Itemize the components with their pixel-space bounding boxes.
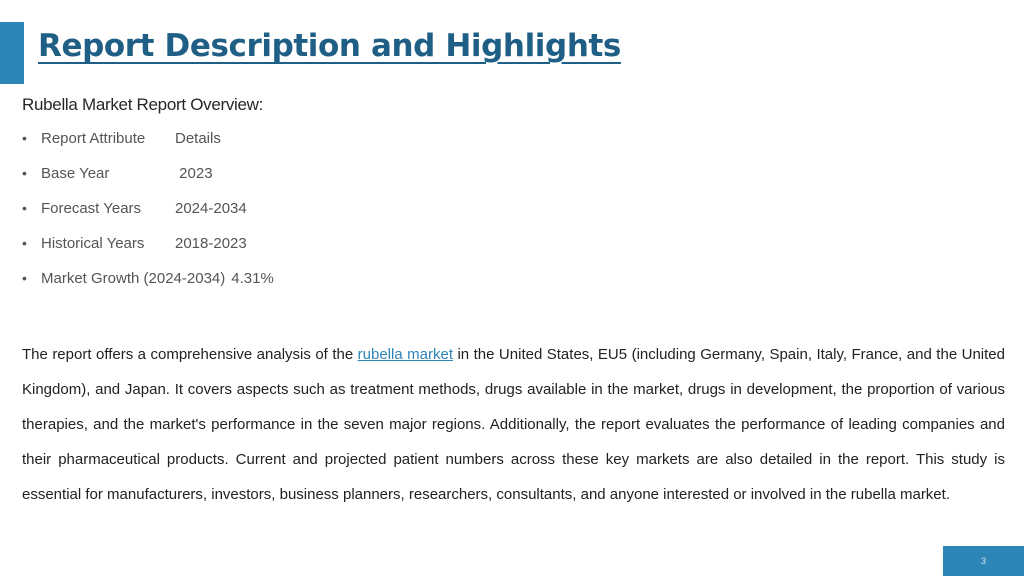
bullet-icon: •	[22, 200, 27, 216]
report-attributes-list	[22, 130, 274, 305]
bullet-icon: •	[22, 235, 27, 251]
rubella-market-link[interactable]: rubella market	[357, 346, 453, 363]
attribute-label: Historical Years	[41, 235, 145, 252]
attribute-value: 2018-2023	[175, 235, 247, 252]
page-title: Report Description and Highlights	[38, 28, 621, 64]
description-text-start: The report offers a comprehensive analysis of the	[22, 346, 358, 363]
list-item	[22, 130, 274, 165]
attribute-label: Market Growth (2024-2034)	[41, 270, 226, 287]
page-number-badge	[943, 546, 1024, 576]
bullet-icon: •	[22, 165, 27, 181]
attribute-label: Report Attribute	[41, 130, 146, 147]
list-item	[22, 235, 274, 270]
list-item	[22, 165, 274, 200]
attribute-label: Forecast Years	[41, 200, 142, 217]
attribute-value: 2024-2034	[175, 200, 247, 217]
bullet-icon: •	[22, 270, 27, 286]
list-item	[22, 270, 274, 305]
report-description	[22, 337, 1005, 512]
description-text-end: in the United States, EU5 (including Germany, Spain, Italy, France, and the United Kingdom), and Japan. It covers aspects such as treatment methods, drugs available in the market, drugs in development, the proportion of various therapies, and the market's performance in the seven major regions. Additionally, the report evaluates the performance of leading companies and their pharmaceutical products. Current and projected patient numbers across these key markets are also detailed in the report. This study is essential for manufacturers, investors, business planners, researchers, consultants, and anyone interested or involved in the rubella market.	[22, 346, 1005, 503]
attribute-value: Details	[175, 130, 221, 147]
title-accent-bar	[0, 22, 24, 84]
attribute-label: Base Year	[41, 165, 110, 182]
page-number: 3	[980, 556, 986, 566]
list-item	[22, 200, 274, 235]
bullet-icon: •	[22, 130, 27, 146]
attribute-value: 2023	[175, 165, 213, 182]
attribute-value: 4.31%	[231, 270, 274, 287]
section-subtitle: Rubella Market Report Overview:	[22, 95, 264, 114]
